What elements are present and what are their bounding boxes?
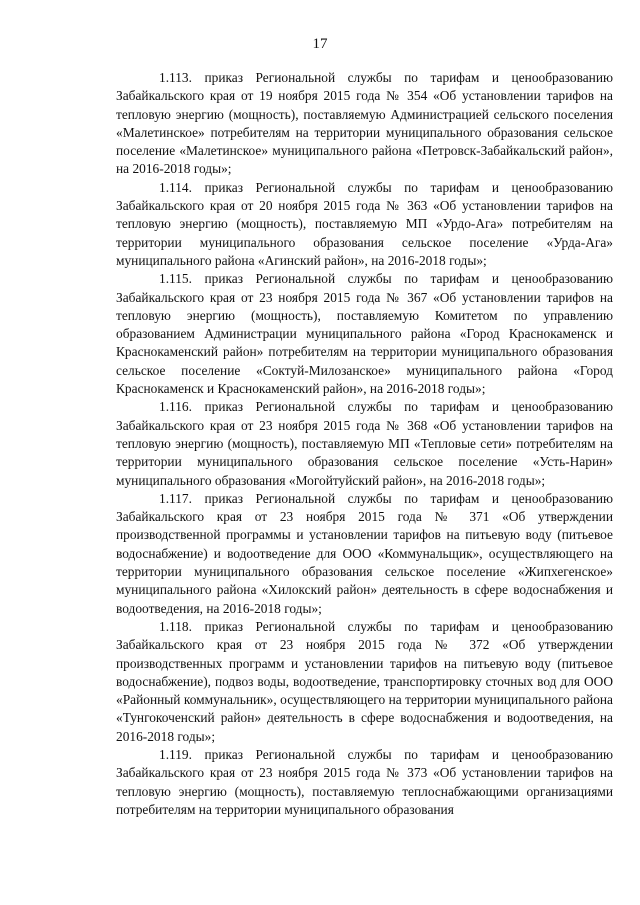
paragraph-1-115: 1.115. приказ Региональной службы по тарифам и ценообразованию Забайкальского края от 23 ноября 2015 года № 367 «Об установлении тарифов на тепловую энергию (мощность), поставляемую Комитетом по управлению образованием Администрации муниципального района «Город Краснокаменск и Краснокаменский район» потребителям на территории муниципального образования сельское поселение «Соктуй-Милозанское» муниципального района «Город Краснокаменск и Краснокаменский район», на 2016-2018 годы»; bbox=[116, 271, 613, 397]
paragraph-1-114: 1.114. приказ Региональной службы по тарифам и ценообразованию Забайкальского края от 20 ноября 2015 года № 363 «Об установлении тарифов на тепловую энергию (мощность), поставляемую МП «Урдо-Ага» потребителям на территории муниципального образования сельское поселение «Урда-Ага» муниципального района «Агинский район», на 2016-2018 годы»; bbox=[116, 179, 613, 268]
paragraph-1-118: 1.118. приказ Региональной службы по тарифам и ценообразованию Забайкальского края от 23 ноября 2015 года № 372 «Об утверждении производственных программ и установлении тарифов на питьевую воду (питьевое водоснабжение), подвоз воды, водоотведение, транспортировку сточных вод для ООО «Районный коммунальник», осуществляющего на территории муниципального района «Тунгокоченский район» деятельность в сфере водоснабжения и водоотведения, на 2016-2018 годы»; bbox=[116, 618, 613, 744]
paragraph-1-113: 1.113. приказ Региональной службы по тарифам и ценообразованию Забайкальского края от 19 ноября 2015 года № 354 «Об установлении тарифов на тепловую энергию (мощность), поставляемую Администрацией сельского поселения «Малетинское» потребителям на территории муниципального образования сельское поселение «Малетинское» муниципального района «Петровск-Забайкальский район», на 2016-2018 годы»; bbox=[116, 70, 613, 177]
paragraph-1-119: 1.119. приказ Региональной службы по тарифам и ценообразованию Забайкальского края от 23 ноября 2015 года № 373 «Об установлении тарифов на тепловую энергию (мощность), поставляемую теплоснабжающими организациями потребителям на территории муниципального образования bbox=[116, 746, 613, 817]
paragraph-1-117: 1.117. приказ Региональной службы по тарифам и ценообразованию Забайкальского края от 23 ноября 2015 года № 371 «Об утверждении производственной программы и установлении тарифов на питьевую воду (питьевое водоснабжение) и водоотведение для ООО «Коммунальщик», осуществляющего на территории муниципального образования сельское поселение «Жипхегенское» муниципального района «Хилокский район» деятельность в сфере водоснабжения и водоотведения, на 2016-2018 годы»; bbox=[116, 490, 613, 616]
page-number: 17 bbox=[312, 36, 328, 52]
document-body bbox=[116, 69, 613, 819]
paragraph-1-116: 1.116. приказ Региональной службы по тарифам и ценообразованию Забайкальского края от 23 ноября 2015 года № 368 «Об установлении тарифов на тепловую энергию (мощность), поставляемую МП «Тепловые сети» потребителям на территории муниципального образования сельское поселение «Усть-Нарин» муниципального образования «Могойтуйский район», на 2016-2018 годы»; bbox=[116, 399, 613, 488]
